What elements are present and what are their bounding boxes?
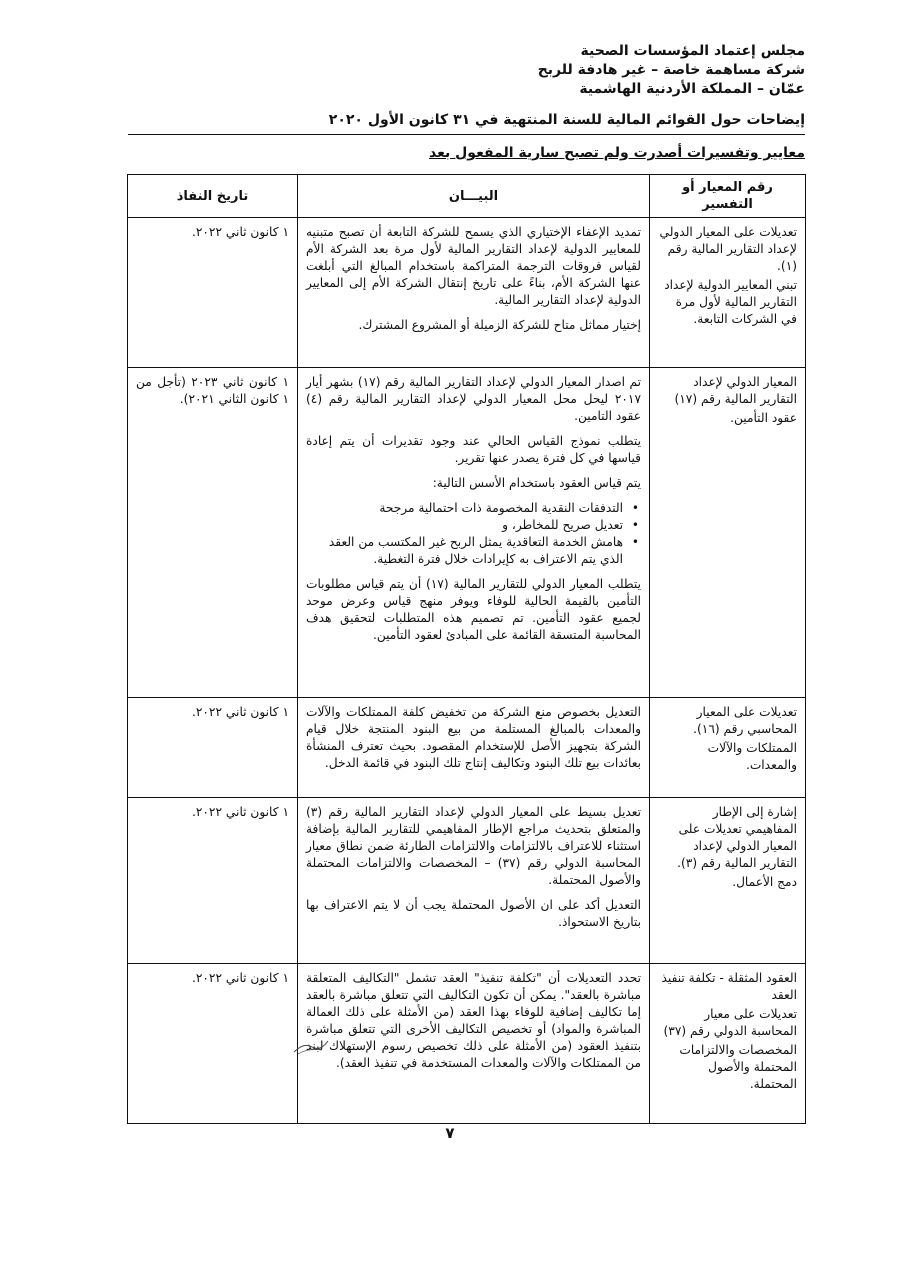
description-cell: [298, 964, 650, 1124]
title-divider: [128, 134, 805, 135]
description-cell: [298, 798, 650, 964]
bullet-dot-icon: •: [631, 501, 639, 515]
pen-mark-icon: [292, 1038, 330, 1056]
bullet-list: [306, 500, 641, 568]
effective-date-cell: [128, 798, 298, 964]
page-title: إيضاحات حول القوائم المالية للسنة المنتهية في ٣١ كانون الأول ٢٠٢٠: [328, 112, 805, 128]
standard-text: إشارة إلى الإطار المفاهيمي تعديلات على المعيار الدولي لإعداد التقارير المالية رقم (٣).: [677, 805, 797, 870]
bullet-text: التدفقات النقدية المخصومة ذات احتمالية مرجحة: [379, 501, 623, 515]
effective-date: ١ كانون ثاني ٢٠٢٢.: [191, 805, 289, 819]
list-item: [306, 534, 639, 568]
effective-date-cell: [128, 368, 298, 698]
description-cell: [298, 698, 650, 798]
standards-table: [127, 174, 806, 1124]
description-cell: [298, 368, 650, 698]
description-paragraph: يتم قياس العقود باستخدام الأسس التالية:: [432, 476, 641, 490]
standard-cell: [650, 964, 806, 1124]
standard-text: العقود المثقلة - تكلفة تنفيذ العقد: [661, 971, 797, 1002]
table-row: [128, 964, 806, 1124]
organization-name: مجلس إعتماد المؤسسات الصحية: [580, 43, 805, 59]
bullet-text: هامش الخدمة التعاقدية يمثل الربح غير المكتسب من العقد الذي يتم الاعتراف به كإيرادات خلال فترة التغطية.: [328, 535, 623, 566]
description-cell: [298, 218, 650, 368]
page-number: ٧: [445, 1124, 455, 1142]
list-item: [306, 500, 639, 517]
description-paragraph: تم اصدار المعيار الدولي لإعداد التقارير المالية رقم (١٧) بشهر أيار ٢٠١٧ ليحل محل المعيار الدولي لإعداد التقارير المالية رقم (٤) عقود التامين.: [306, 375, 641, 423]
standard-text: المعيار الدولي لإعداد التقارير المالية رقم (١٧): [674, 375, 797, 406]
description-paragraph: تمديد الإعفاء الإختياري الذي يسمح للشركة التابعة أن تصبح متبنيه للمعايير الدولية لإعداد التقارير المالية لأول مرة بعد الشركة الأم لقياس فروقات الترجمة المتراكمة باستخدام المبالغ التي أبلغت عنها الشركة الأم، بناءً على تاريخ إنتقال الشركة الأم إلى المعايير الدولية لإعداد التقارير المالية.: [306, 225, 641, 307]
table-row: [128, 368, 806, 698]
table-header-row: [128, 175, 806, 218]
standard-text: تبني المعايير الدولية لإعداد التقارير المالية لأول مرة في الشركات التابعة.: [664, 278, 797, 326]
standard-text: دمج الأعمال.: [732, 875, 797, 889]
standard-text: المخصصات والالتزامات المحتملة والأصول المحتملة.: [679, 1043, 797, 1091]
description-paragraph: تحدد التعديلات أن "تكلفة تنفيذ" العقد تشمل "التكاليف المتعلقة مباشرة بالعقد". يمكن أن تكون التكاليف التي تتعلق مباشرة بالعقد إما تكاليف إضافية للوفاء بهذا العقد (من الأمثلة على ذلك العمالة المباشرة والمواد) أو تخصيص التكاليف الأخرى التي تتعلق مباشرة بتنفيذ العقود (من الأمثلة على ذلك تخصيص رسوم الإستهلاك لبند من الممتلكات والآلات والمعدات المستخدمة في تنفيذ العقد).: [306, 971, 641, 1070]
standard-text: الممتلكات والآلات والمعدات.: [707, 741, 797, 772]
description-paragraph: التعديل أكد على ان الأصول المحتملة يجب أن لا يتم الاعتراف بها بتاريخ الاستحواذ.: [306, 898, 641, 929]
effective-date-cell: [128, 698, 298, 798]
effective-date: ١ كانون ثاني ٢٠٢٢.: [191, 971, 289, 985]
list-item: [306, 517, 639, 534]
description-paragraph: إختيار مماثل متاح للشركة الزميلة أو المشروع المشترك.: [358, 318, 641, 332]
effective-date: ١ كانون ثاني ٢٠٢٢.: [191, 225, 289, 239]
header-effective-date: تاريخ النفاذ: [128, 175, 298, 218]
organization-header: [245, 42, 805, 99]
section-heading: معايير وتفسيرات أصدرت ولم تصبح سارية المفعول بعد: [429, 145, 805, 161]
standard-cell: [650, 698, 806, 798]
bullet-dot-icon: •: [631, 535, 639, 549]
company-type: شركة مساهمة خاصة – غير هادفة للربح: [537, 62, 805, 78]
effective-date: ١ كانون ثاني ٢٠٢٣ (تأجل من ١ كانون الثاني ٢٠٢١).: [136, 375, 289, 406]
standard-text: تعديلات على المعيار المحاسبي رقم (١٦).: [693, 705, 797, 736]
standard-text: تعديلات على معيار المحاسبة الدولي رقم (٣٧): [663, 1007, 797, 1038]
standard-cell: [650, 798, 806, 964]
description-paragraph: يتطلب المعيار الدولي للتقارير المالية (١٧) أن يتم قياس مطلوبات التأمين بالقيمة الحالية للوفاء ويوفر منهج قياس وعرض موحد لجميع عقود التأمين. تم تصميم هذه المتطلبات لتحقيق هدف المحاسبة المتسقة القائمة على المبادئ لعقود التأمين.: [306, 577, 641, 642]
standard-cell: [650, 368, 806, 698]
header-standard: رقم المعيار أو التفسير: [650, 175, 806, 218]
standard-cell: [650, 218, 806, 368]
table-row: [128, 218, 806, 368]
table-row: [128, 798, 806, 964]
description-paragraph: تعديل بسيط على المعيار الدولي لإعداد التقارير المالية رقم (٣) والمتعلق بتحديث مراجع الإطار المفاهيمي للتقارير المالية بإضافة استثناء للاعتراف بالالتزامات والالتزامات الطارئة ضمن نطاق معيار المحاسبة الدولي رقم (٣٧) – المخصصات والالتزامات المحتملة والأصول المحتملة.: [306, 805, 641, 887]
standard-text: تعديلات على المعيار الدولي لإعداد التقارير المالية رقم (١).: [659, 225, 797, 273]
location: عمّان – المملكة الأردنية الهاشمية: [579, 81, 805, 97]
description-paragraph: التعديل بخصوص منع الشركة من تخفيض كلفة الممتلكات والآلات والمعدات بالمبالغ المستلمة من بيع البنود المنتجة خلال قيام الشركة بتجهيز الأصل للإستخدام المقصود. بحيث تعترف المنشأة بعائدات بيع تلك البنود وتكاليف إنتاج تلك البنود في قائمة الدخل.: [306, 705, 641, 770]
bullet-text: تعديل صريح للمخاطر، و: [502, 518, 623, 532]
effective-date-cell: [128, 964, 298, 1124]
table-row: [128, 698, 806, 798]
standard-text: عقود التأمين.: [730, 411, 797, 425]
effective-date-cell: [128, 218, 298, 368]
bullet-dot-icon: •: [631, 518, 639, 532]
effective-date: ١ كانون ثاني ٢٠٢٢.: [191, 705, 289, 719]
header-description: البيـــان: [298, 175, 650, 218]
description-paragraph: يتطلب نموذج القياس الحالي عند وجود تقديرات أن يتم إعادة قياسها في كل فترة يصدر عنها تقرير.: [306, 434, 641, 465]
